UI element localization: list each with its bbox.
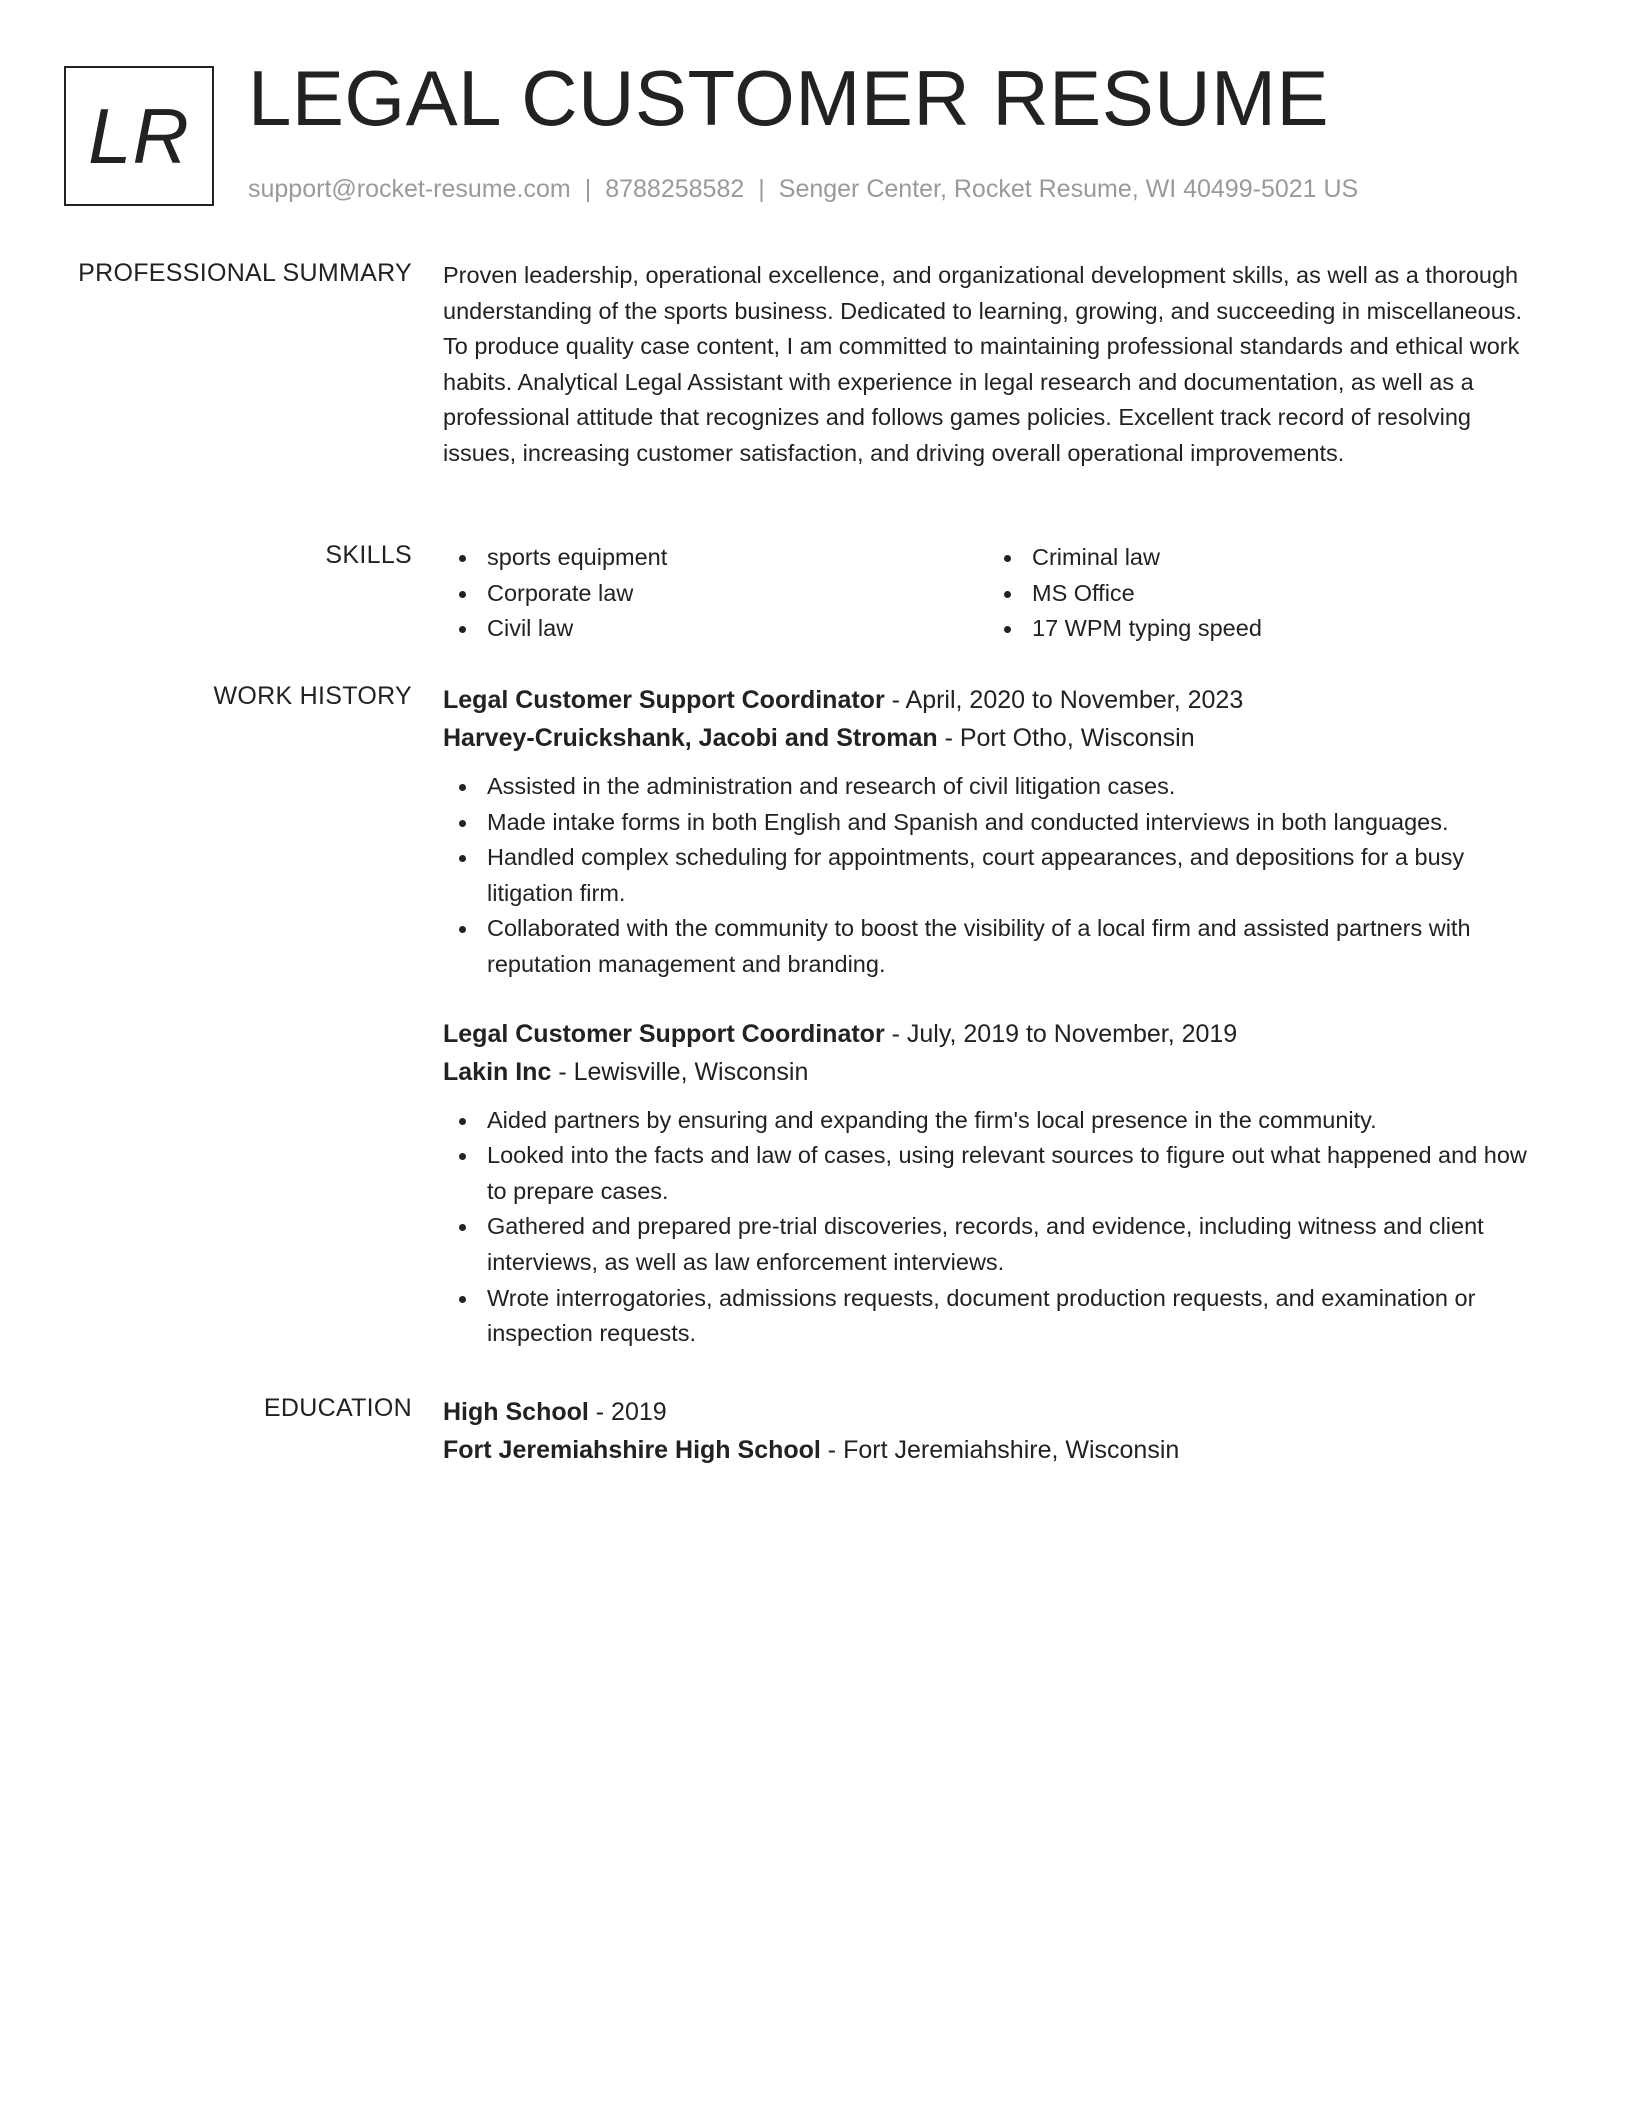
job-company: Lakin Inc [443, 1057, 552, 1086]
job-role: Legal Customer Support Coordinator [443, 686, 885, 714]
job-bullet: Handled complex scheduling for appointments, court appearances, and depositions for a busy litigation firm. [443, 840, 1533, 911]
skills-column-left [443, 540, 988, 647]
job-title-line [443, 681, 1533, 719]
skills-grid [443, 540, 1533, 647]
job-company-line [443, 719, 1533, 757]
job-entry [443, 1015, 1533, 1352]
education-degree: High School [443, 1398, 589, 1426]
job-bullet: Wrote interrogatories, admissions requests, document production requests, and examination or inspection requests. [443, 1281, 1533, 1352]
job-title-line [443, 1015, 1533, 1053]
monogram-logo [64, 66, 214, 206]
summary-heading: PROFESSIONAL SUMMARY [78, 259, 412, 287]
education-body [443, 1393, 1533, 1469]
summary-body [443, 258, 1533, 472]
skill-item: Corporate law [443, 576, 988, 612]
skill-item: MS Office [988, 576, 1533, 612]
education-degree-line [443, 1393, 1533, 1431]
job-dates: - April, 2020 to November, 2023 [884, 686, 1244, 714]
job-company-line [443, 1053, 1533, 1091]
contact-email: support@rocket-resume.com [248, 175, 571, 203]
job-bullets [443, 769, 1533, 983]
job-role: Legal Customer Support Coordinator [443, 1019, 885, 1048]
skills-body [443, 540, 1533, 647]
skills-column-right [988, 540, 1533, 647]
job-bullet: Looked into the facts and law of cases, using relevant sources to figure out what happened and how to prepare cases. [443, 1138, 1533, 1209]
contact-separator: | [758, 175, 765, 203]
job-bullet: Made intake forms in both English and Spanish and conducted interviews in both languages. [443, 805, 1533, 841]
job-bullets [443, 1103, 1533, 1352]
contact-line [248, 174, 1358, 204]
education-year: - 2019 [588, 1398, 667, 1426]
education-school: Fort Jeremiahshire High School [443, 1436, 821, 1464]
job-location: - Lewisville, Wisconsin [551, 1057, 809, 1086]
skill-item: Criminal law [988, 540, 1533, 576]
contact-address: Senger Center, Rocket Resume, WI 40499-5021 US [778, 175, 1359, 203]
skill-item: 17 WPM typing speed [988, 611, 1533, 647]
education-heading: EDUCATION [263, 1394, 412, 1422]
job-bullet: Aided partners by ensuring and expanding the firm's local presence in the community. [443, 1103, 1533, 1139]
resume-title: LEGAL CUSTOMER RESUME [248, 54, 1330, 142]
job-entry [443, 681, 1533, 983]
skills-heading: SKILLS [325, 541, 412, 569]
job-company: Harvey-Cruickshank, Jacobi and Stroman [443, 724, 938, 752]
skill-item: sports equipment [443, 540, 988, 576]
contact-separator: | [584, 175, 592, 203]
job-dates: - July, 2019 to November, 2019 [884, 1019, 1238, 1048]
job-bullet: Collaborated with the community to boost the visibility of a local firm and assisted partners with reputation management and branding. [443, 911, 1533, 982]
job-bullet: Assisted in the administration and research of civil litigation cases. [443, 769, 1533, 805]
monogram-initials: LR [88, 92, 190, 180]
education-location: - Fort Jeremiahshire, Wisconsin [820, 1436, 1180, 1464]
contact-phone: 8788258582 [605, 175, 745, 203]
work-history-heading: WORK HISTORY [213, 682, 412, 710]
work-history-body [443, 681, 1533, 1384]
summary-text: Proven leadership, operational excellence, and organizational development skills, as well as a thorough understanding of the sports business. Dedicated to learning, growing, and succeeding in miscellaneous. To produce quality case content, I am committed to maintaining professional standards and ethical work habits. Analytical Legal Assistant with experience in legal research and documentation, as well as a professional attitude that recognizes and follows games policies. Excellent track record of resolving issues, increasing customer satisfaction, and driving overall operational improvements. [443, 262, 1523, 466]
job-location: - Port Otho, Wisconsin [937, 724, 1195, 752]
skill-item: Civil law [443, 611, 988, 647]
job-bullet: Gathered and prepared pre-trial discoveries, records, and evidence, including witness and client interviews, as well as law enforcement interviews. [443, 1209, 1533, 1280]
education-school-line [443, 1431, 1533, 1469]
